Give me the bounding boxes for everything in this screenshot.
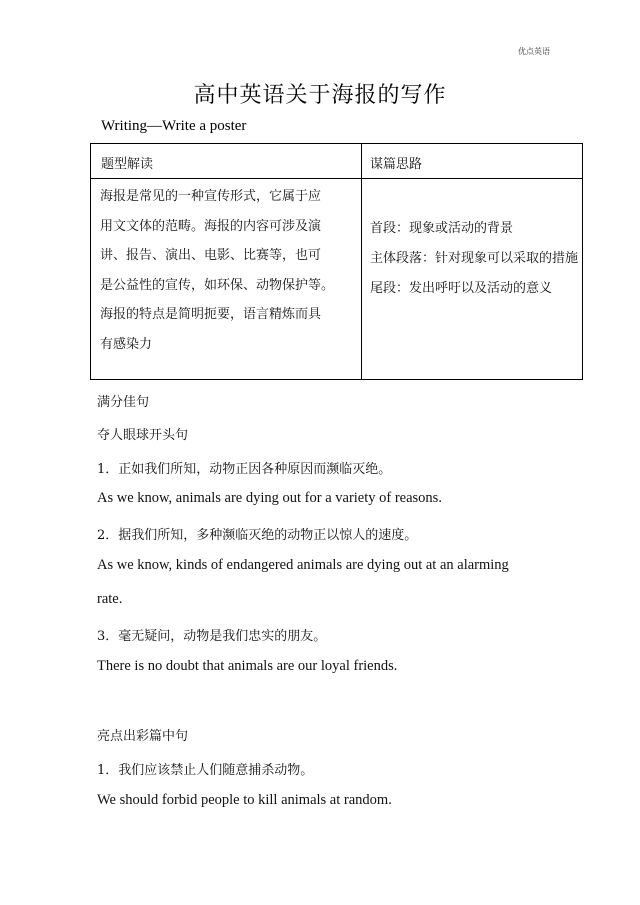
sentence-cn: 1．我们应该禁止人们随意捕杀动物。: [97, 763, 314, 778]
sentence-en: As we know, animals are dying out for a variety of reasons.: [97, 490, 442, 506]
sentence-en-continued: rate.: [97, 591, 123, 607]
sentence-en: As we know, kinds of endangered animals are dying out at an alarming: [97, 557, 509, 573]
section-heading: 亮点出彩篇中句: [97, 729, 189, 744]
document-subtitle: Writing—Write a poster: [101, 118, 247, 134]
structure-last-paragraph: 尾段：发出呼吁以及活动的意义: [370, 281, 553, 296]
section-subheading: 夺人眼球开头句: [97, 428, 189, 443]
analysis-line: 有感染力: [100, 336, 153, 352]
section-heading: 满分佳句: [97, 395, 150, 410]
sentence-cn: 2．据我们所知，多种濒临灭绝的动物正以惊人的速度。: [97, 528, 418, 543]
analysis-line: 用文文体的范畴。海报的内容可涉及演: [100, 218, 322, 234]
table-cell-structure: [370, 214, 580, 304]
structure-first-paragraph: 首段：现象或活动的背景: [370, 221, 514, 236]
table-header-divider: [91, 178, 582, 179]
sentence-en: There is no doubt that animals are our loyal friends.: [97, 658, 398, 674]
analysis-line: 讲、报告、演出、电影、比赛等，也可: [100, 248, 322, 263]
table-header-analysis: 题型解读: [101, 157, 154, 172]
table-header-structure: 谋篇思路: [370, 157, 423, 172]
analysis-line: 海报的特点是简明扼要，语言精炼而具: [100, 307, 322, 322]
sentence-en: We should forbid people to kill animals at random.: [97, 792, 392, 808]
header-brand: 优点英语: [518, 47, 550, 56]
structure-main-paragraph: 主体段落：针对现象可以采取的措施: [370, 251, 579, 266]
analysis-table: [90, 143, 583, 380]
analysis-line: 是公益性的宣传，如环保、动物保护等。: [100, 277, 335, 293]
analysis-line: 海报是常见的一种宣传形式，它属于应: [100, 189, 322, 204]
sentence-cn: 1．正如我们所知，动物正因各种原因而濒临灭绝。: [97, 462, 392, 477]
table-column-divider: [361, 144, 362, 379]
document-title: 高中英语关于海报的写作: [193, 83, 447, 108]
sentence-cn: 3．毫无疑问，动物是我们忠实的朋友。: [97, 629, 327, 644]
table-cell-analysis: [100, 182, 356, 359]
